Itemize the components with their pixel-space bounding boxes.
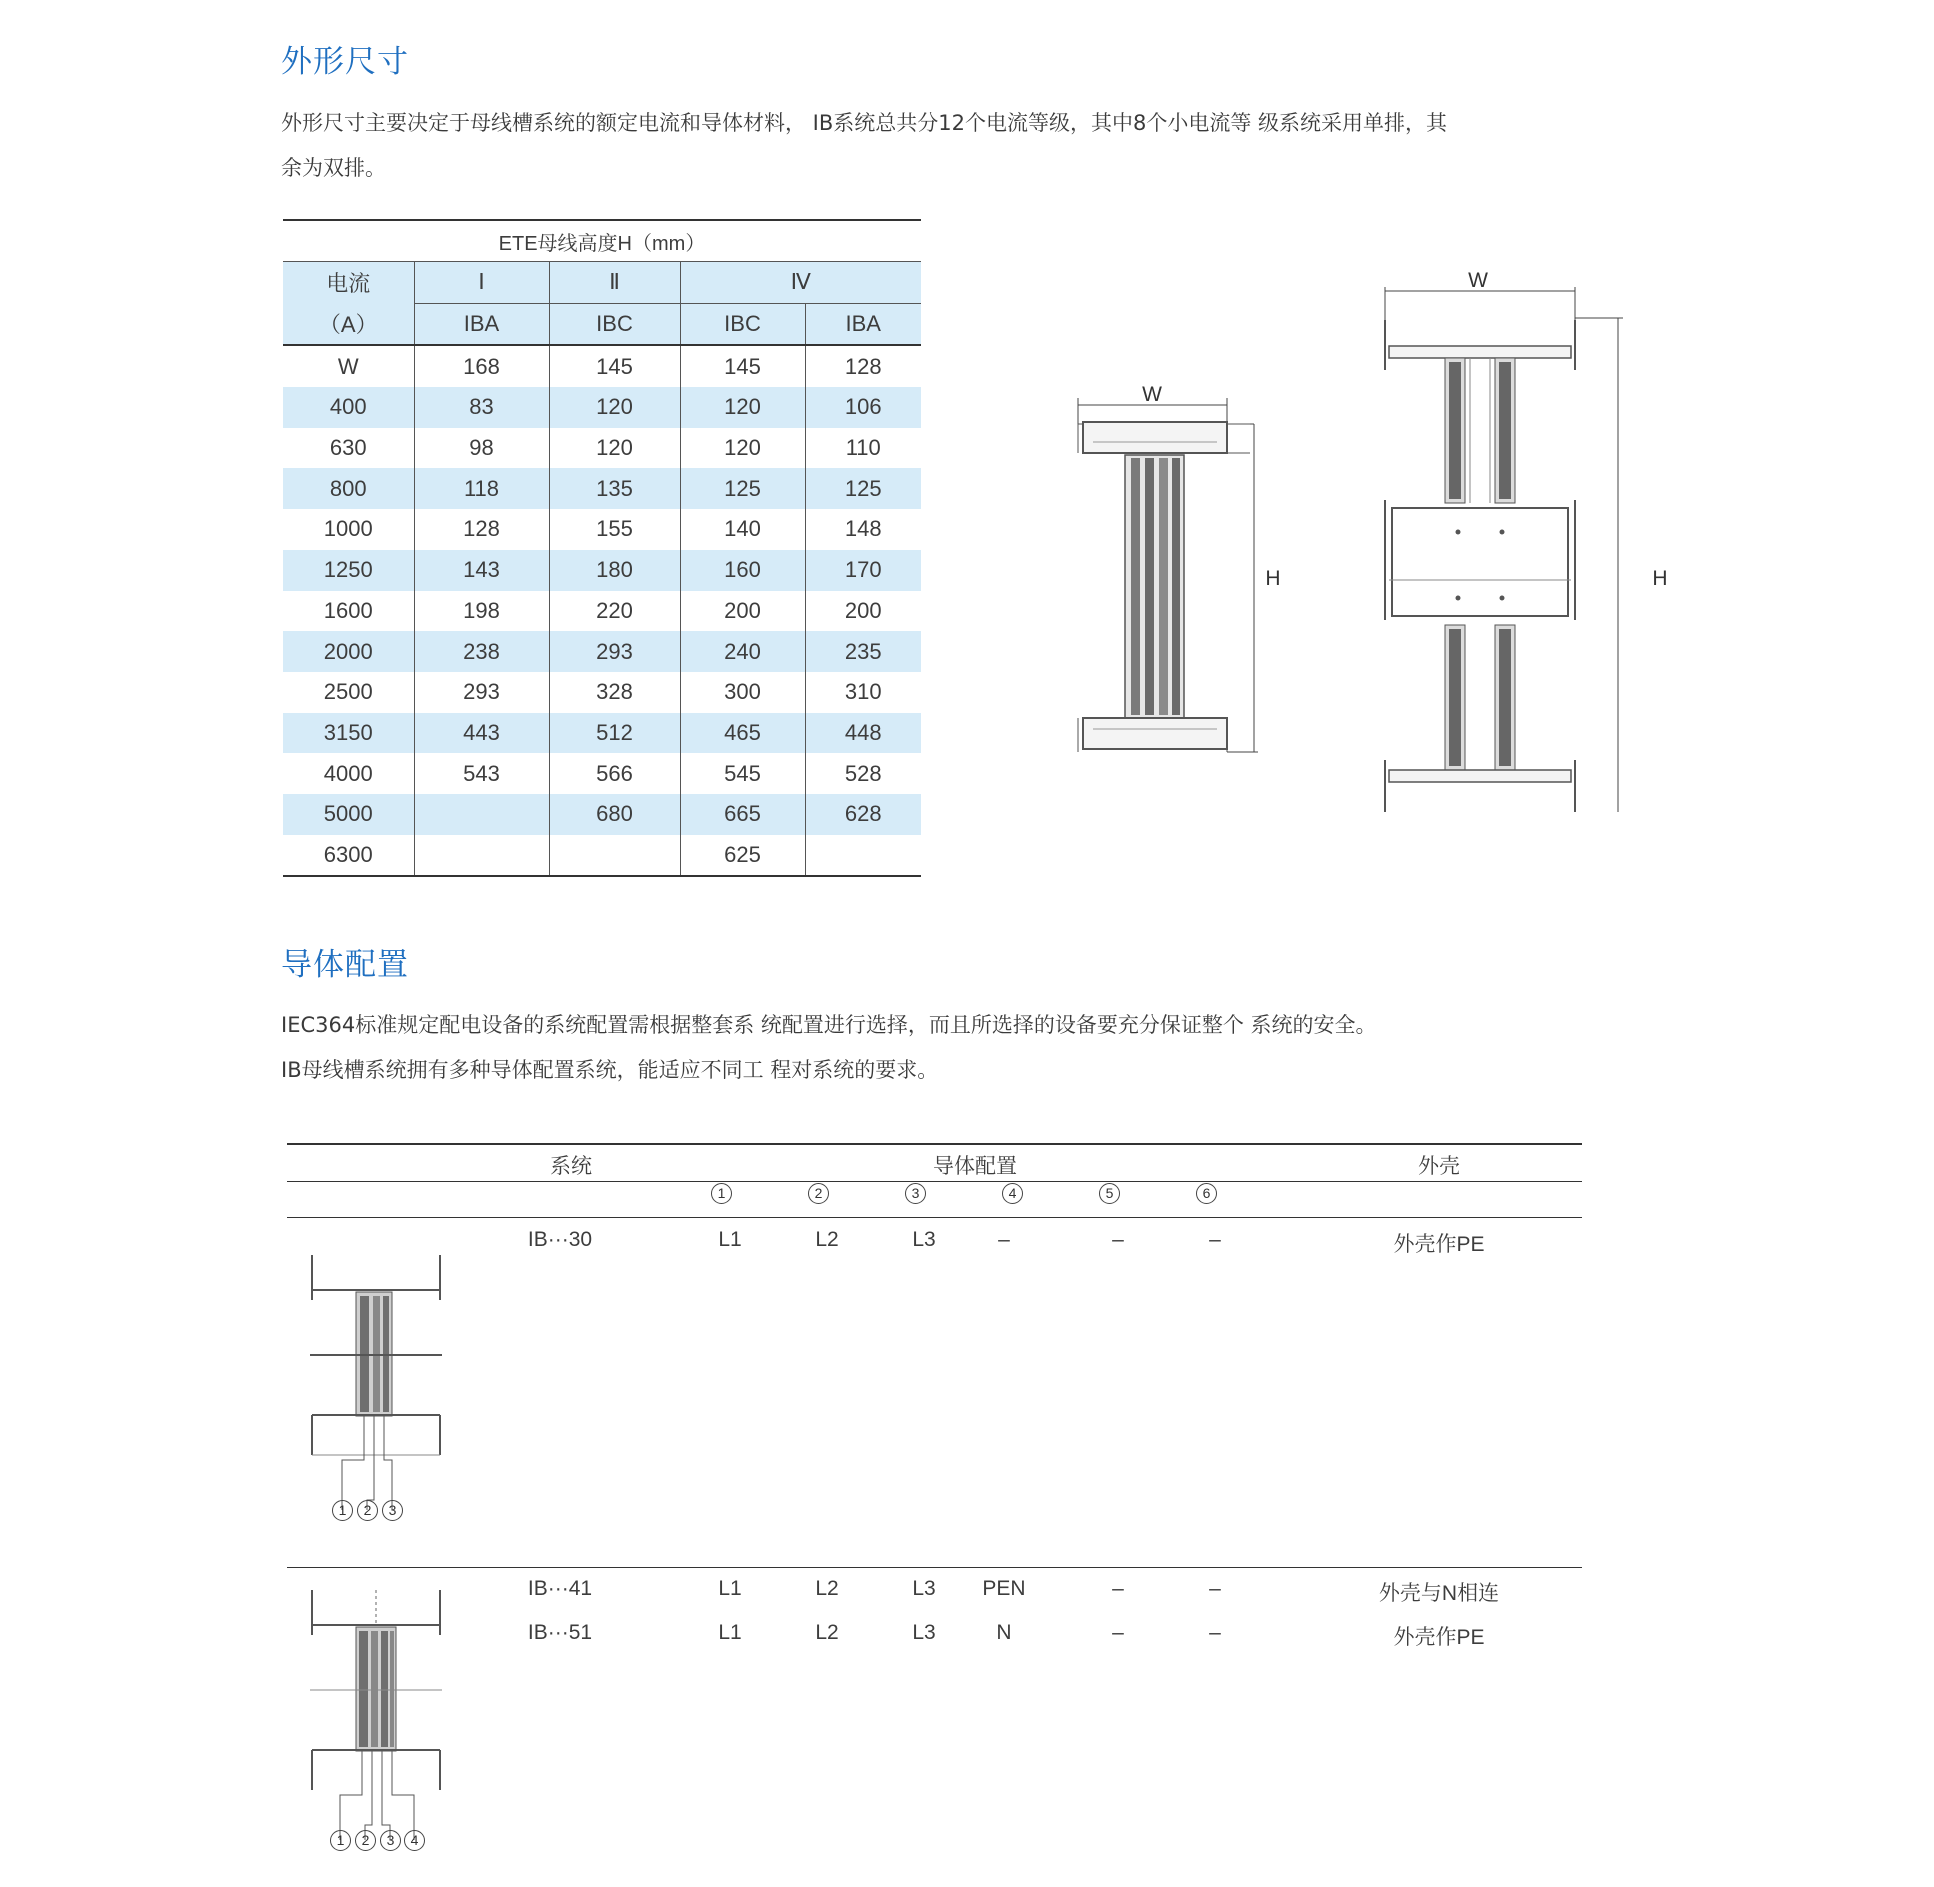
- conductor-cell-c1: L1: [718, 1577, 742, 1600]
- current-cell: 2500: [323, 679, 373, 705]
- height-cell: 125: [680, 468, 805, 509]
- height-cell: 140: [680, 509, 805, 550]
- conductor-diagram-3: [310, 1255, 442, 1510]
- conductor-cell-system: IB···30: [527, 1228, 593, 1251]
- height-cell: 310: [805, 672, 921, 713]
- conductor-table-top-rule: [287, 1143, 1582, 1145]
- height-cell: 293: [414, 672, 549, 713]
- double-width-label: W: [1468, 269, 1488, 292]
- current-cell: 6300: [283, 835, 414, 877]
- height-cell: 628: [805, 794, 921, 835]
- conductor-cell-system: IB···41: [527, 1577, 593, 1600]
- conductor-diagram-4: [310, 1590, 442, 1840]
- conductor-cell-c6: –: [1209, 1577, 1221, 1600]
- diagram-conductor-label: 1: [330, 1830, 351, 1851]
- conductor-cell-c5: –: [1112, 1621, 1124, 1644]
- height-cell: 148: [805, 509, 921, 550]
- height-cell: 98: [414, 428, 549, 469]
- col-current-unit: （A）: [283, 303, 414, 345]
- subheader-1: IBA: [414, 303, 549, 345]
- conductor-cell-c1: L1: [718, 1621, 742, 1644]
- height-cell: 240: [680, 631, 805, 672]
- conductor-cell-c6: –: [1209, 1228, 1221, 1251]
- conductor-cell-c4: PEN: [982, 1577, 1026, 1600]
- height-cell: 155: [549, 509, 680, 550]
- conductor-table-header-rule: [287, 1181, 1582, 1182]
- single-busway-drawing: [1078, 398, 1258, 752]
- col-header-system: 系统: [550, 1155, 592, 1178]
- height-cell: 143: [414, 550, 549, 591]
- col-header-conductor-config: 导体配置: [933, 1155, 1017, 1178]
- current-cell: 1600: [323, 597, 373, 623]
- conductor-cell-c3: L3: [912, 1621, 936, 1644]
- height-cell: 300: [680, 672, 805, 713]
- single-height-label: H: [1265, 567, 1281, 590]
- conductor-cell-c5: –: [1112, 1228, 1124, 1251]
- subheader-4: IBA: [805, 303, 921, 345]
- conductor-cell-housing: 外壳作PE: [1393, 1233, 1485, 1256]
- height-cell: 465: [680, 713, 805, 754]
- conductor-config-description: [281, 1003, 1661, 1093]
- height-cell: 528: [805, 753, 921, 794]
- double-height-label: H: [1652, 567, 1668, 590]
- dimensions-description-line2: 余为双排。: [281, 156, 386, 180]
- height-cell: 135: [549, 468, 680, 509]
- conductor-cell-c5: –: [1112, 1577, 1124, 1600]
- height-cell: 120: [549, 428, 680, 469]
- subheader-2: IBC: [549, 303, 680, 345]
- current-cell: 3150: [283, 713, 414, 754]
- section-title-conductor-config: 导体配置: [281, 947, 409, 983]
- height-cell: 145: [549, 345, 680, 387]
- height-cell: 118: [414, 468, 549, 509]
- height-cell: 625: [680, 835, 805, 877]
- group-header-4: Ⅳ: [680, 262, 921, 304]
- group-header-1: Ⅰ: [414, 262, 549, 304]
- conductor-cell-housing: 外壳与N相连: [1378, 1582, 1500, 1605]
- height-cell: 125: [805, 468, 921, 509]
- subheader-3: IBC: [680, 303, 805, 345]
- conductor-cell-c4: N: [996, 1621, 1012, 1644]
- dimensions-description-line1: 外形尺寸主要决定于母线槽系统的额定电流和导体材料， IB系统总共分12个电流等级，其中8个小电流等 级系统采用单排，其: [281, 111, 1448, 135]
- conductor-table-group-rule: [287, 1567, 1582, 1568]
- conductor-cell-c4: –: [998, 1228, 1010, 1251]
- current-cell: W: [337, 353, 359, 379]
- section-title-dimensions: 外形尺寸: [281, 44, 409, 80]
- col-current-label: 电流: [283, 262, 414, 304]
- height-cell: 110: [805, 428, 921, 469]
- height-cell: 566: [549, 753, 680, 794]
- position-header-1: 1: [711, 1183, 732, 1204]
- height-cell: 448: [805, 713, 921, 754]
- current-cell: 800: [283, 468, 414, 509]
- diagram-conductor-label: 4: [404, 1830, 425, 1851]
- diagram-conductor-label: 3: [382, 1500, 403, 1521]
- current-cell: 400: [283, 387, 414, 428]
- height-cell: 198: [414, 591, 549, 632]
- height-cell: 83: [414, 387, 549, 428]
- height-cell: 200: [805, 591, 921, 632]
- conductor-cell-c2: L2: [815, 1228, 839, 1251]
- double-busway-drawing: [1385, 287, 1623, 812]
- height-cell: 235: [805, 631, 921, 672]
- height-cell: 545: [680, 753, 805, 794]
- group-header-2: Ⅱ: [549, 262, 680, 304]
- single-width-label: W: [1142, 383, 1162, 406]
- diagram-conductor-label: 2: [355, 1830, 376, 1851]
- height-cell: 168: [414, 345, 549, 387]
- current-cell: 5000: [283, 794, 414, 835]
- height-cell: 238: [414, 631, 549, 672]
- height-cell: 200: [680, 591, 805, 632]
- height-cell: 170: [805, 550, 921, 591]
- conductor-cell-housing: 外壳作PE: [1393, 1626, 1485, 1649]
- col-header-housing: 外壳: [1418, 1155, 1460, 1178]
- position-header-6: 6: [1196, 1183, 1217, 1204]
- height-cell: 512: [549, 713, 680, 754]
- dimension-table-caption: ETE母线高度H（mm）: [283, 220, 921, 262]
- diagram-conductor-label: 1: [332, 1500, 353, 1521]
- conductor-cell-c3: L3: [912, 1577, 936, 1600]
- height-cell: 120: [549, 387, 680, 428]
- diagram-conductor-label: 2: [357, 1500, 378, 1521]
- conductor-config-description-line1: IEC364标准规定配电设备的系统配置需根据整套系 统配置进行选择，而且所选择的设备要充分保证整个 系统的安全。: [281, 1013, 1377, 1037]
- conductor-table-subheader-rule: [287, 1217, 1582, 1218]
- height-cell: 106: [805, 387, 921, 428]
- position-header-2: 2: [808, 1183, 829, 1204]
- height-cell: 220: [549, 591, 680, 632]
- current-cell: 2000: [283, 631, 414, 672]
- current-cell: 1000: [323, 516, 373, 542]
- conductor-cell-c2: L2: [815, 1621, 839, 1644]
- height-cell: 128: [414, 509, 549, 550]
- height-cell: 120: [680, 387, 805, 428]
- conductor-cell-c1: L1: [718, 1228, 742, 1251]
- height-cell: 145: [680, 345, 805, 387]
- position-header-4: 4: [1002, 1183, 1023, 1204]
- height-cell: 443: [414, 713, 549, 754]
- height-cell: 128: [805, 345, 921, 387]
- height-cell: 543: [414, 753, 549, 794]
- conductor-cell-system: IB···51: [527, 1621, 593, 1644]
- height-cell: 120: [680, 428, 805, 469]
- height-cell: 293: [549, 631, 680, 672]
- current-cell: 630: [329, 435, 367, 461]
- current-cell: 1250: [283, 550, 414, 591]
- height-cell: 180: [549, 550, 680, 591]
- diagram-conductor-label: 3: [380, 1830, 401, 1851]
- height-cell: 160: [680, 550, 805, 591]
- conductor-config-description-line2: IB母线槽系统拥有多种导体配置系统，能适应不同工 程对系统的要求。: [281, 1058, 939, 1082]
- height-cell: 680: [549, 794, 680, 835]
- conductor-cell-c2: L2: [815, 1577, 839, 1600]
- height-cell: 665: [680, 794, 805, 835]
- conductor-cell-c6: –: [1209, 1621, 1221, 1644]
- height-cell: 328: [549, 672, 680, 713]
- position-header-3: 3: [905, 1183, 926, 1204]
- position-header-5: 5: [1099, 1183, 1120, 1204]
- current-cell: 4000: [323, 760, 373, 786]
- conductor-cell-c3: L3: [912, 1228, 936, 1251]
